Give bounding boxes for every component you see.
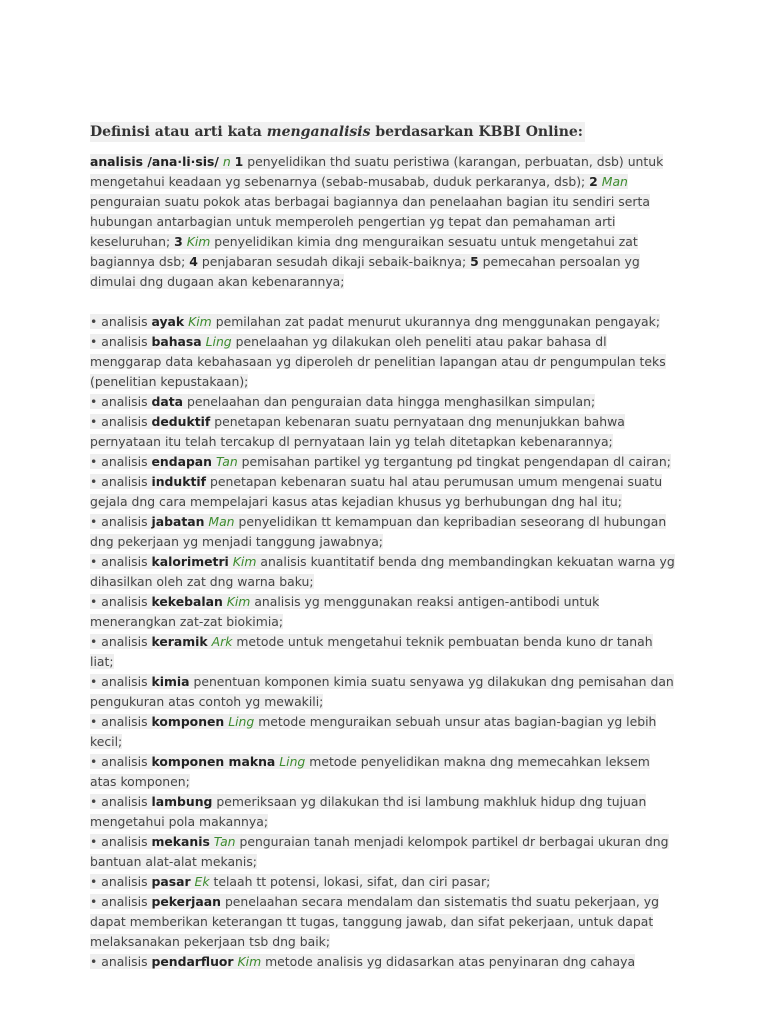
list-item: [90, 412, 680, 452]
title-suffix: berdasarkan KBBI Online:: [370, 124, 583, 140]
entry-definition: analisis yg menggunakan reaksi antigen-antibodi untuk menerangkan zat-zat biokimia;: [90, 594, 600, 629]
entry-term: induktif: [151, 474, 207, 489]
bullet-prefix: • analisis: [90, 754, 148, 769]
list-item: [90, 792, 680, 832]
entry-term: komponen: [151, 714, 225, 729]
entry-definition: penelaahan dan penguraian data hingga menghasilkan simpulan;: [186, 394, 596, 409]
entry-definition: metode untuk mengetahui teknik pembuatan benda kuno dr tanah liat;: [90, 634, 653, 669]
bullet-prefix: • analisis: [90, 794, 148, 809]
entry-definition: penentuan komponen kimia suatu senyawa yg dilakukan dng pemisahan dan pengukuran atas contoh yg mewakili;: [90, 674, 674, 709]
list-item: [90, 632, 680, 672]
bullet-prefix: • analisis: [90, 674, 148, 689]
entry-definition: metode penyelidikan makna dng memecahkan leksem atas komponen;: [90, 754, 650, 789]
entry-term: lambung: [151, 794, 213, 809]
page-title: [90, 122, 585, 142]
bullet-prefix: • analisis: [90, 874, 148, 889]
entry-term: pasar: [151, 874, 191, 889]
entry-term: endapan: [151, 454, 212, 469]
entry-term: kalorimetri: [151, 554, 229, 569]
entry-definition: telaah tt potensi, lokasi, sifat, dan ciri pasar;: [213, 874, 491, 889]
document-page: [90, 122, 680, 972]
entry-definition: penetapan kebenaran suatu pernyataan dng menunjukkan bahwa pernyataan itu telah tercakup dl pernyataan lain yg telah ditetapkan kebenarannya;: [90, 414, 625, 449]
list-item: [90, 592, 680, 632]
domain-label: Ling: [279, 754, 306, 769]
domain-label: Ek: [194, 874, 210, 889]
domain-label: Kim: [188, 314, 212, 329]
entry-definition: pemilahan zat padat menurut ukurannya dng menggunakan pengayak;: [215, 314, 660, 329]
entry-term: keramik: [151, 634, 208, 649]
paragraph-gap: [90, 292, 680, 312]
entry-term: pekerjaan: [151, 894, 221, 909]
sense-text: penyelidikan kimia dng menguraikan sesuatu untuk mengetahui zat bagiannya dsb;: [90, 234, 638, 269]
sense-text: pemecahan persoalan yg dimulai dng dugaan akan kebenarannya;: [90, 254, 640, 289]
entry-term: kimia: [151, 674, 190, 689]
domain-label: Ark: [211, 634, 233, 649]
list-item: [90, 712, 680, 752]
list-item: [90, 672, 680, 712]
entry-term: jabatan: [151, 514, 205, 529]
list-item: [90, 872, 680, 892]
list-item: [90, 832, 680, 872]
bullet-prefix: • analisis: [90, 314, 148, 329]
entry-definition: metode analisis yg didasarkan atas penyinaran dng cahaya: [265, 954, 636, 969]
list-item: [90, 952, 680, 972]
list-item: [90, 512, 680, 552]
sense-number: 5: [470, 254, 479, 269]
domain-label: Tan: [213, 834, 236, 849]
derived-entries-list: [90, 312, 680, 972]
entry-term: mekanis: [151, 834, 210, 849]
list-item: [90, 312, 680, 332]
bullet-prefix: • analisis: [90, 334, 148, 349]
bullet-prefix: • analisis: [90, 414, 148, 429]
entry-term: bahasa: [151, 334, 202, 349]
entry-term: kekebalan: [151, 594, 223, 609]
sense-text: penguraian suatu pokok atas berbagai bagiannya dan penelaahan bagian itu sendiri serta hubungan antarbagian untuk memperoleh pengertian yg tepat dan pemahaman arti keseluruhan;: [90, 194, 650, 249]
domain-label: Tan: [215, 454, 238, 469]
domain-label: Man: [601, 174, 628, 189]
entry-term: komponen makna: [151, 754, 276, 769]
entry-definition: pemisahan partikel yg tergantung pd tingkat pengendapan dl cairan;: [241, 454, 671, 469]
domain-label: Kim: [186, 234, 211, 249]
entry-term: deduktif: [151, 414, 211, 429]
sense-text: penyelidikan thd suatu peristiwa (karangan, perbuatan, dsb) untuk mengetahui keadaan yg sebenarnya (sebab-musabab, duduk perkaranya, dsb);: [90, 154, 664, 189]
entry-term: pendarfluor: [151, 954, 234, 969]
entry-definition: penguraian tanah menjadi kelompok partikel dr berbagai ukuran dng bantuan alat-alat mekanis;: [90, 834, 669, 869]
domain-label: Ling: [228, 714, 255, 729]
list-item: [90, 332, 680, 392]
list-item: [90, 472, 680, 512]
main-definition: [90, 152, 680, 292]
bullet-prefix: • analisis: [90, 954, 148, 969]
domain-label: Kim: [232, 554, 257, 569]
entry-definition: penetapan kebenaran suatu hal atau perumusan umum mengenai suatu gejala dng cara mempelajari kasus atas kejadian khusus yg berhubungan dng hal itu;: [90, 474, 663, 509]
list-item: [90, 452, 680, 472]
sense-number: 4: [189, 254, 198, 269]
entry-definition: metode menguraikan sebuah unsur atas bagian-bagian yg lebih kecil;: [90, 714, 657, 749]
entry-definition: penyelidikan tt kemampuan dan kepribadian seseorang dl hubungan dng pekerjaan yg menjadi tanggung jawabnya;: [90, 514, 667, 549]
bullet-prefix: • analisis: [90, 474, 148, 489]
sense-number: 3: [174, 234, 183, 249]
sense-number: 1: [234, 154, 244, 169]
bullet-prefix: • analisis: [90, 834, 148, 849]
title-prefix: Definisi atau arti kata: [90, 124, 267, 140]
entry-definition: pemeriksaan yg dilakukan thd isi lambung makhluk hidup dng tujuan mengetahui pola makannya;: [90, 794, 647, 829]
domain-label: Ling: [205, 334, 232, 349]
list-item: [90, 752, 680, 792]
entry-term: data: [151, 394, 183, 409]
sense-number: 2: [589, 174, 598, 189]
list-item: [90, 392, 680, 412]
list-item: [90, 892, 680, 952]
entry-definition: penelaahan yg dilakukan oleh peneliti atau pakar bahasa dl menggarap data kebahasaan yg diperoleh dr penelitian lapangan atau dr pengumpulan teks (penelitian kepustakaan);: [90, 334, 666, 389]
bullet-prefix: • analisis: [90, 634, 148, 649]
entry-definition: penelaahan secara mendalam dan sistematis thd suatu pekerjaan, yg dapat memberikan keterangan tt tugas, tanggung jawab, dan sifat pekerjaan, untuk dapat melaksanakan pekerjaan tsb dng baik;: [90, 894, 659, 949]
bullet-prefix: • analisis: [90, 454, 148, 469]
domain-label: Man: [208, 514, 235, 529]
title-word: menganalisis: [266, 124, 371, 140]
bullet-prefix: • analisis: [90, 714, 148, 729]
bullet-prefix: • analisis: [90, 554, 148, 569]
entry-term: ayak: [151, 314, 185, 329]
bullet-prefix: • analisis: [90, 394, 148, 409]
bullet-prefix: • analisis: [90, 514, 148, 529]
entry-definition: analisis kuantitatif benda dng membandingkan kekuatan warna yg dihasilkan oleh zat dng warna baku;: [90, 554, 675, 589]
bullet-prefix: • analisis: [90, 594, 148, 609]
domain-label: Kim: [226, 594, 251, 609]
sense-text: penjabaran sesudah dikaji sebaik-baiknya;: [201, 254, 467, 269]
headword: analisis /ana·li·sis/: [90, 154, 219, 169]
domain-label: Kim: [237, 954, 262, 969]
bullet-prefix: • analisis: [90, 894, 148, 909]
list-item: [90, 552, 680, 592]
part-of-speech: n: [222, 154, 231, 169]
